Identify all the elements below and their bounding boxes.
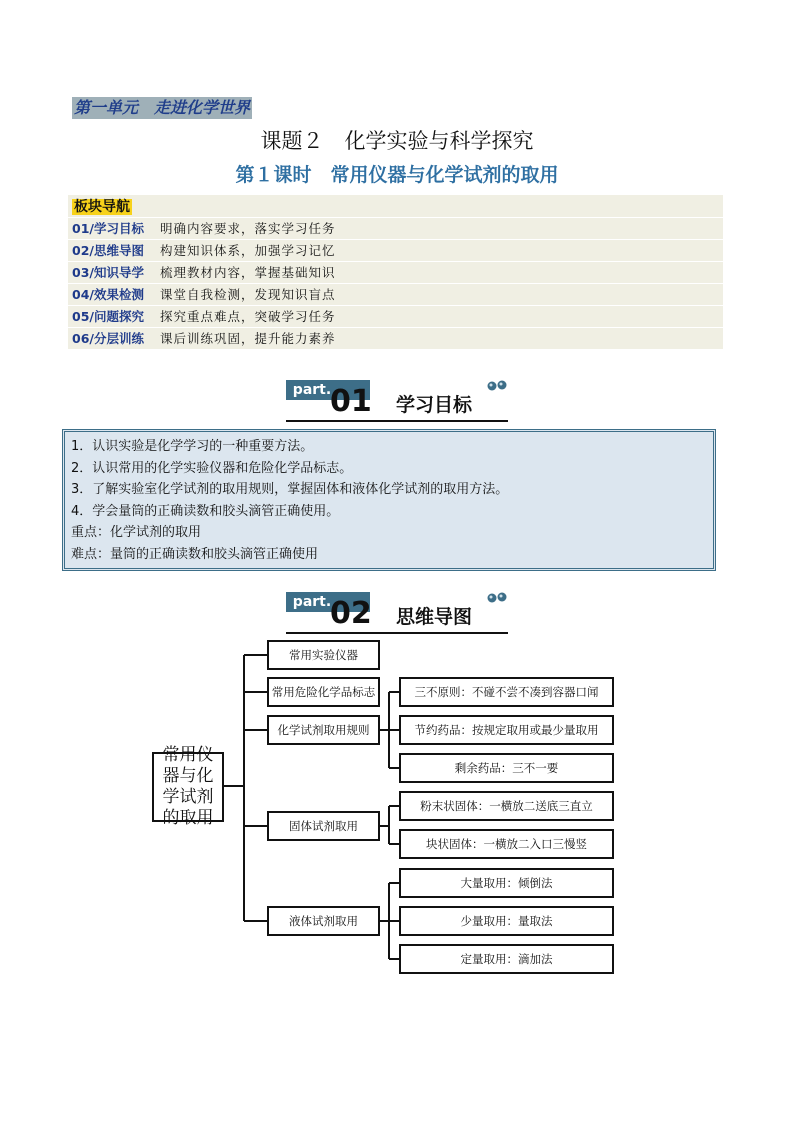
nav-code: 03/知识导学 [72, 265, 144, 280]
difficult-point: 难点：量筒的正确读数和胶头滴管正确使用 [71, 546, 319, 562]
branch-lab-instruments: 常用实验仪器 [267, 640, 380, 670]
part-number: 02 [330, 596, 372, 631]
branch-solid-reagent: 固体试剂取用 [267, 811, 380, 841]
part-label: part. [286, 380, 370, 400]
part-title: 学习目标 [396, 394, 473, 416]
leaf-save-reagent: 节约药品：按规定取用或最少量取用 [399, 715, 614, 745]
nav-code: 02/思维导图 [72, 243, 144, 258]
branch-liquid-reagent: 液体试剂取用 [267, 906, 380, 936]
nav-code: 05/问题探究 [72, 309, 144, 324]
nav-desc: 梳理教材内容，掌握基础知识 [160, 265, 336, 280]
part-number: 01 [330, 384, 372, 419]
leaf-three-no-principle: 三不原则：不碰不尝不凑到容器口闻 [399, 677, 614, 707]
mind-map-root: 常用仪器与化学试剂的取用 [152, 752, 224, 822]
leaf-powder-solid: 粉末状固体：一横放二送底三直立 [399, 791, 614, 821]
leaf-large-amount: 大量取用：倾倒法 [399, 868, 614, 898]
objective-item: 1．认识实验是化学学习的一种重要方法。 [71, 439, 314, 454]
leaf-leftover-reagent: 剩余药品：三不一要 [399, 753, 614, 783]
branch-reagent-rules: 化学试剂取用规则 [267, 715, 380, 745]
nav-code: 04/效果检测 [72, 287, 144, 302]
leaf-fixed-amount: 定量取用：滴加法 [399, 944, 614, 974]
objective-item: 2．认识常用的化学实验仪器和危险化学品标志。 [71, 460, 353, 476]
leaf-block-solid: 块状固体：一横放二入口三慢竖 [399, 829, 614, 859]
nav-code: 06/分层训练 [72, 331, 144, 346]
nav-desc: 明确内容要求，落实学习任务 [160, 221, 336, 236]
objective-item: 4．学会量筒的正确读数和胶头滴管正确使用。 [71, 503, 340, 519]
lesson-title: 课题２ 化学实验与科学探究 [260, 129, 534, 153]
session-title: 第１课时 常用仪器与化学试剂的取用 [235, 164, 559, 186]
nav-desc: 课堂自我检测，发现知识盲点 [160, 287, 336, 302]
objective-item: 3．了解实验室化学试剂的取用规则，掌握固体和液体化学试剂的取用方法。 [71, 482, 509, 497]
key-point: 重点：化学试剂的取用 [71, 525, 202, 540]
nav-code: 01/学习目标 [72, 221, 144, 236]
nav-desc: 课后训练巩固，提升能力素养 [160, 331, 336, 346]
unit-tag: 第一单元 走进化学世界 [74, 98, 251, 117]
nav-desc: 构建知识体系，加强学习记忆 [160, 243, 336, 258]
nav-title: 板块导航 [74, 199, 130, 215]
part-title: 思维导图 [396, 606, 473, 628]
nav-desc: 探究重点难点，突破学习任务 [160, 309, 336, 324]
part-label: part. [286, 592, 370, 612]
leaf-small-amount: 少量取用：量取法 [399, 906, 614, 936]
branch-hazard-labels: 常用危险化学品标志 [267, 677, 380, 707]
